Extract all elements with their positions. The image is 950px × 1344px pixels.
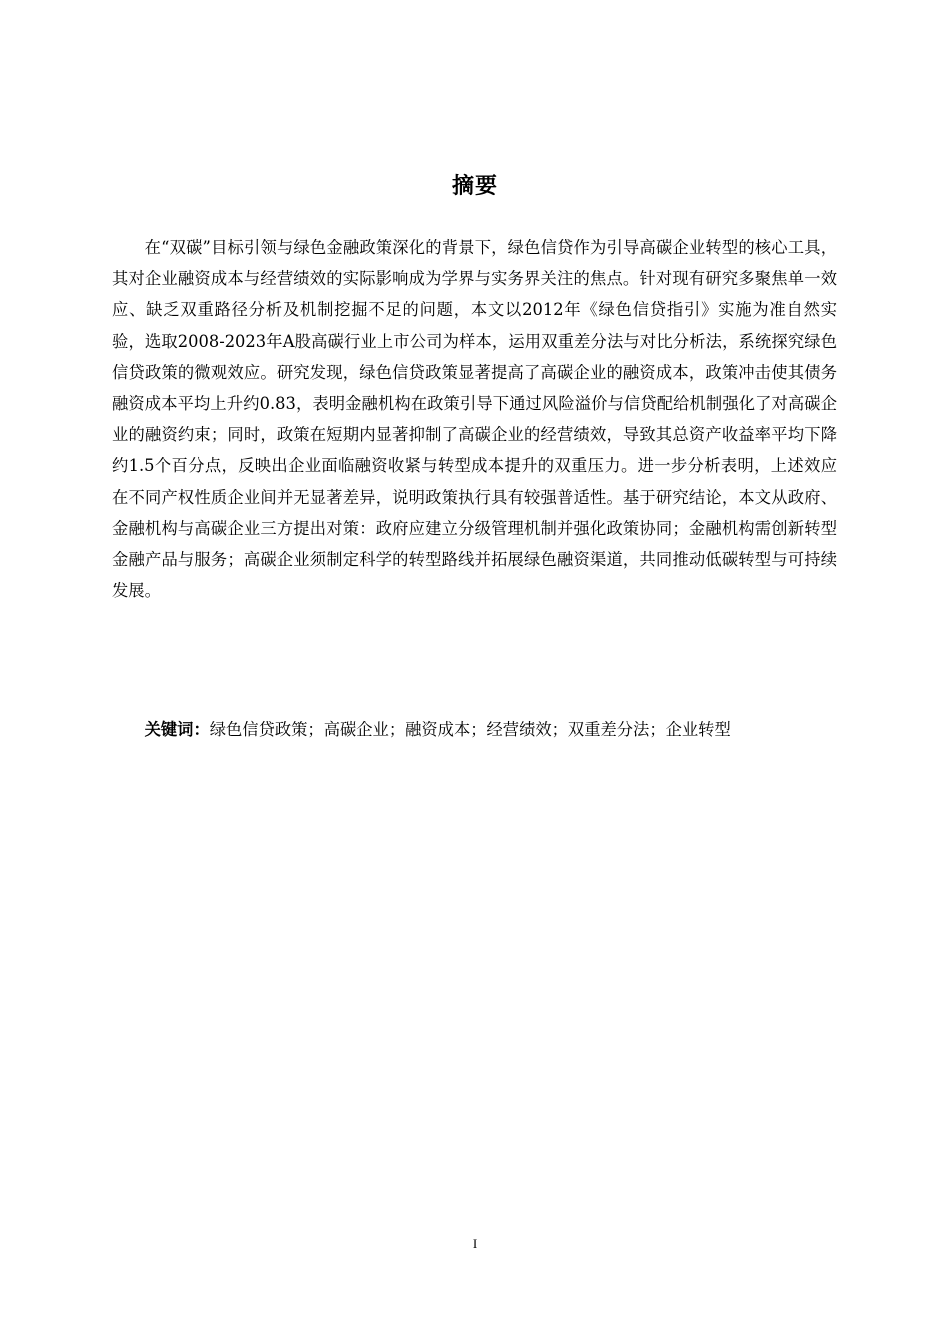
keywords-line [112,714,837,745]
abstract-paragraph: 在“双碳”目标引领与绿色金融政策深化的背景下，绿色信贷作为引导高碳企业转型的核心工具，其对企业融资成本与经营绩效的实际影响成为学界与实务界关注的焦点。针对现有研究多聚焦单一效应、缺乏双重路径分析及机制挖掘不足的问题，本文以2012年《绿色信贷指引》实施为准自然实验，选取2008-2023年A股高碳行业上市公司为样本，运用双重差分法与对比分析法，系统探究绿色信贷政策的微观效应。研究发现，绿色信贷政策显著提高了高碳企业的融资成本，政策冲击使其债务融资成本平均上升约0.83，表明金融机构在政策引导下通过风险溢价与信贷配给机制强化了对高碳企业的融资约束；同时，政策在短期内显著抑制了高碳企业的经营绩效，导致其总资产收益率平均下降约1.5个百分点，反映出企业面临融资收紧与转型成本提升的双重压力。进一步分析表明，上述效应在不同产权性质企业间并无显著差异，说明政策执行具有较强普适性。基于研究结论，本文从政府、金融机构与高碳企业三方提出对策：政府应建立分级管理机制并强化政策协同；金融机构需创新转型金融产品与服务；高碳企业须制定科学的转型路线并拓展绿色融资渠道，共同推动低碳转型与可持续发展。 [112,238,837,601]
page-number: I [472,1236,478,1251]
page-title: 摘要 [451,174,498,199]
keywords-text: 绿色信贷政策；高碳企业；融资成本；经营绩效；双重差分法；企业转型 [209,720,731,739]
keywords-label: 关键词： [144,720,210,739]
